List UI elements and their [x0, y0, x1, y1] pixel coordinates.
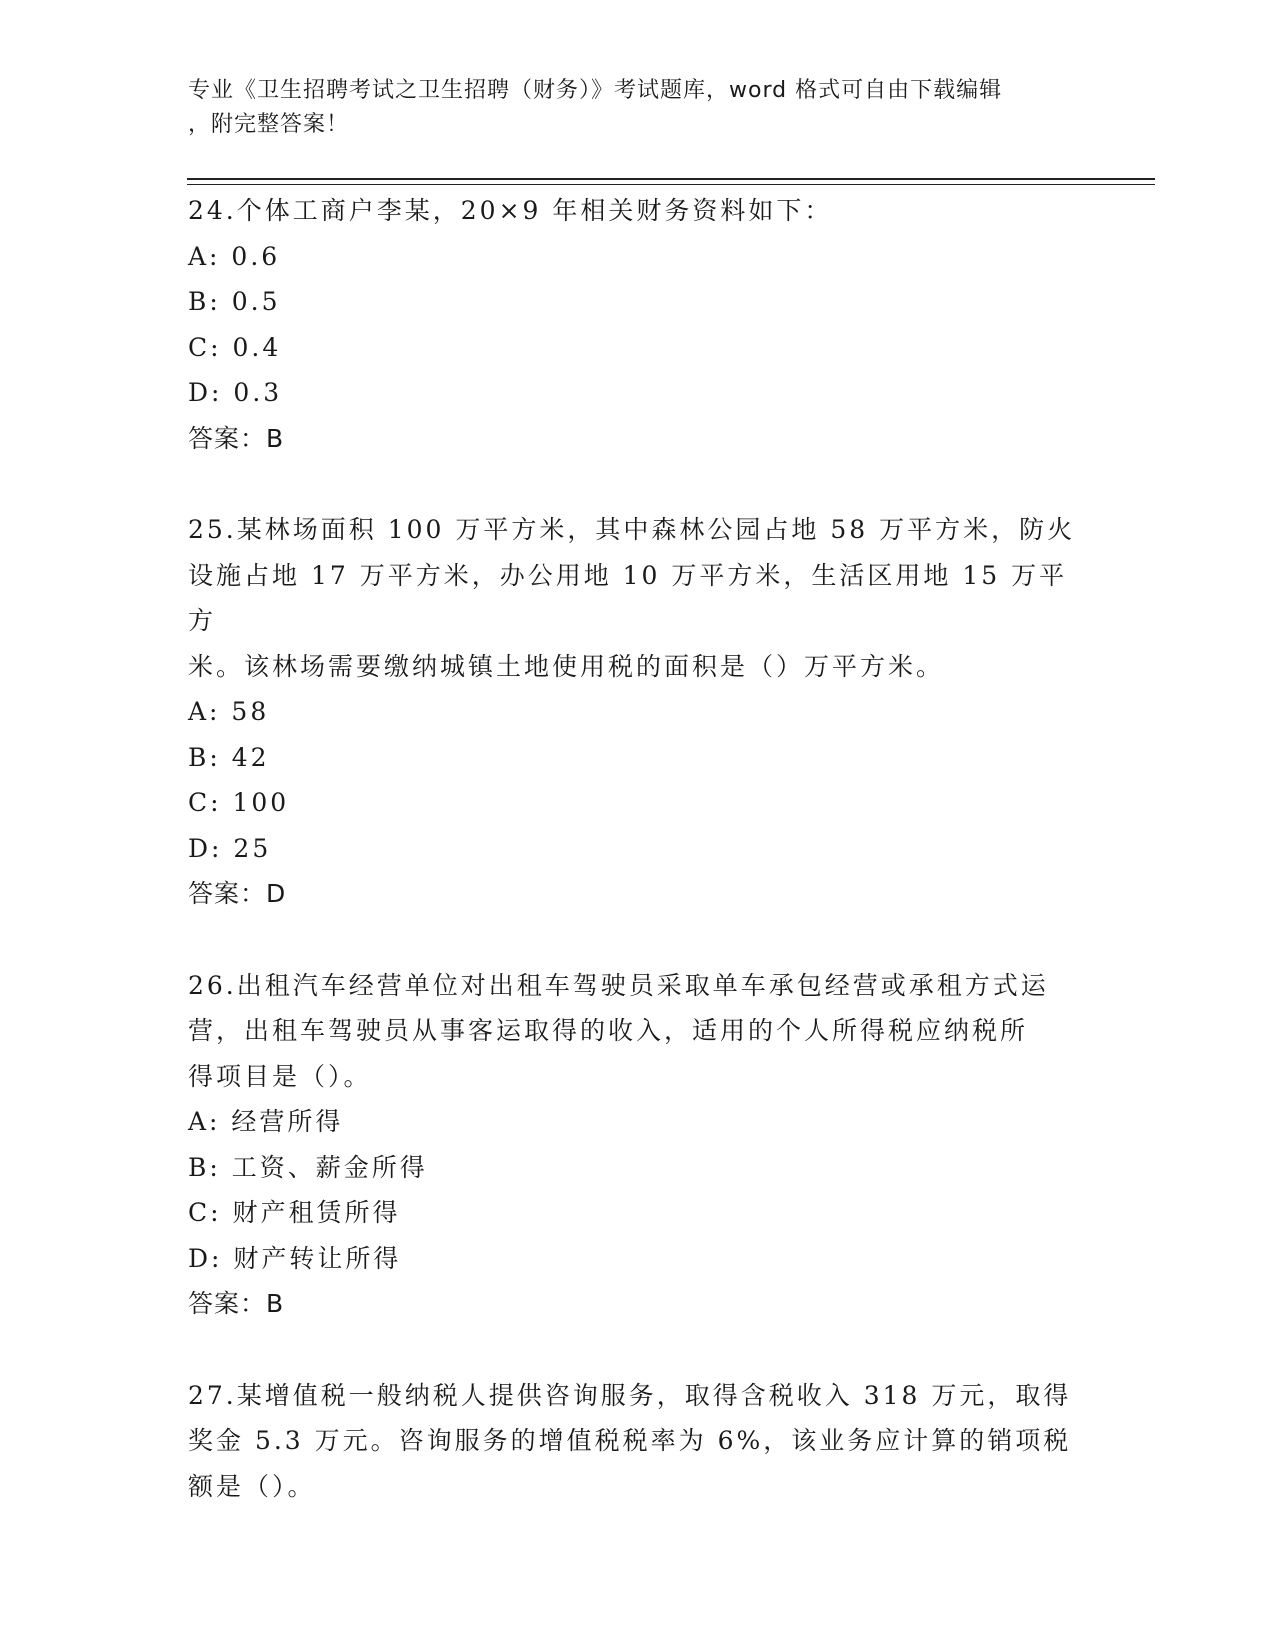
- option-b: B: 0.5: [188, 287, 281, 316]
- question-text-line: 26.出租汽车经营单位对出租车驾驶员采取单车承包经营或承租方式运: [188, 970, 1049, 1000]
- option-d: D: 25: [188, 833, 272, 863]
- option-c: C: 0.4: [188, 332, 282, 362]
- question-text-line: 24.个体工商户李某，20×9 年相关财务资料如下：: [188, 196, 833, 225]
- question-spacer: [188, 461, 1088, 507]
- option-c: C: 财产租赁所得: [188, 1198, 401, 1227]
- option-c: C: 100: [188, 788, 290, 817]
- option-a: A: 0.6: [188, 241, 281, 271]
- question-27: [188, 1373, 1088, 1510]
- header-rule-thick: [187, 178, 1155, 180]
- question-25: [188, 507, 1088, 917]
- answer-label: 答案：B: [188, 423, 285, 453]
- answer-label: 答案：D: [188, 879, 287, 908]
- question-text-line: 27.某增值税一般纳税人提供咨询服务，取得含税收入 318 万元，取得: [188, 1380, 1072, 1410]
- option-b: B: 42: [188, 742, 270, 772]
- option-d: D: 财产转让所得: [188, 1243, 402, 1273]
- question-26: [188, 963, 1088, 1327]
- question-list: [188, 188, 1088, 1509]
- header-line-2: ，附完整答案！: [188, 112, 350, 137]
- question-24: [188, 188, 1088, 461]
- option-b: B: 工资、薪金所得: [188, 1152, 428, 1182]
- question-text-line: 奖金 5.3 万元。咨询服务的增值税税率为 6%，该业务应计算的销项税: [188, 1426, 1072, 1455]
- question-text-line: 25.某林场面积 100 万平方米，其中森林公园占地 58 万平方米，防火: [188, 515, 1076, 544]
- question-spacer: [188, 917, 1088, 963]
- document-header: [188, 74, 1068, 142]
- question-text-line: 营，出租车驾驶员从事客运取得的收入，适用的个人所得税应纳税所: [188, 1016, 1029, 1045]
- question-text-line: 设施占地 17 万平方米，办公用地 10 万平方米，生活区用地 15 万平方: [188, 560, 1068, 635]
- question-text-line: 额是（）。: [188, 1471, 316, 1501]
- answer-label: 答案：B: [188, 1289, 285, 1318]
- option-d: D: 0.3: [188, 378, 283, 407]
- question-text-line: 得项目是（）。: [188, 1061, 372, 1091]
- option-a: A: 经营所得: [188, 1107, 344, 1136]
- header-rule-thin: [187, 184, 1155, 185]
- header-line-1: 专业《卫生招聘考试之卫生招聘（财务）》考试题库，word 格式可自由下载编辑: [188, 78, 1003, 103]
- question-text-line: 米。该林场需要缴纳城镇土地使用税的面积是（）万平方米。: [188, 651, 945, 681]
- question-spacer: [188, 1327, 1088, 1373]
- option-a: A: 58: [188, 697, 270, 726]
